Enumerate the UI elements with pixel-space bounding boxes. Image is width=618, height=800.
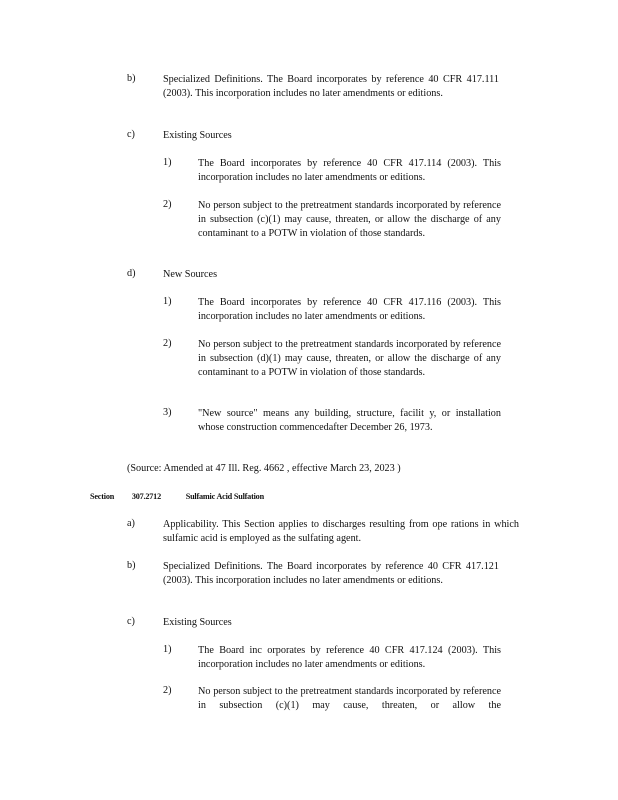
item-text: The Board incorporates by reference 40 CFR 417.114 (2003). This incorporation includes no later amendments or editions. — [198, 158, 501, 183]
item-label: 2) — [163, 199, 172, 210]
item-text: No person subject to the pretreatment standards incorporated by reference in subsection (c)(1) may cause, threaten, or allow the discharge of any contaminant to a POTW in violation of those standards. — [198, 200, 501, 239]
subsection-label: b) — [127, 73, 136, 84]
item-text: No person subject to the pretreatment standards incorporated by reference in subsection (c)(1) may cause, threaten, or allow the — [198, 686, 501, 711]
item-text: The Board inc orporates by reference 40 CFR 417.124 (2003). This incorporation includes no later amendments or editions. — [198, 645, 501, 670]
section-number: 307.2712 — [131, 492, 161, 501]
item-text: The Board incorporates by reference 40 CFR 417.116 (2003). This incorporation includes no later amendments or editions. — [198, 297, 501, 322]
subsection-text: Specialized Definitions. The Board incorporates by reference 40 CFR 417.121 (2003). This incorporation includes no later amendments or editions. — [163, 561, 499, 586]
item-text: "New source" means any building, structure, facilit y, or installation whose construction commencedafter December 26, 1973. — [198, 408, 501, 433]
section-title: Sulfamic Acid Sulfation — [185, 492, 264, 501]
subsection-label: a) — [127, 518, 135, 529]
subsection-text: Specialized Definitions. The Board incorporates by reference 40 CFR 417.111 (2003). This incorporation includes no later amendments or editions. — [163, 74, 499, 99]
subsection-label: b) — [127, 560, 136, 571]
section-heading — [90, 492, 264, 501]
item-label: 1) — [163, 296, 172, 307]
subsection-title: New Sources — [163, 269, 218, 280]
subsection-label: d) — [127, 268, 136, 279]
subsection-text: Applicability. This Section applies to discharges resulting from ope rations in which sulfamic acid is employed as the sulfating agent. — [163, 519, 519, 544]
subsection-label: c) — [127, 129, 135, 140]
item-label: 2) — [163, 338, 172, 349]
source-note: (Source: Amended at 47 Ill. Reg. 4662 , effective March 23, 2023 ) — [127, 463, 401, 474]
item-text: No person subject to the pretreatment standards incorporated by reference in subsection (d)(1) may cause, threaten, or allow the discharge of any contaminant to a POTW in violation of those standards. — [198, 339, 501, 378]
subsection-label: c) — [127, 616, 135, 627]
item-label: 2) — [163, 685, 172, 696]
item-label: 1) — [163, 157, 172, 168]
subsection-title: Existing Sources — [163, 130, 232, 141]
item-label: 1) — [163, 644, 172, 655]
section-word: Section — [90, 492, 115, 501]
item-label: 3) — [163, 407, 172, 418]
subsection-title: Existing Sources — [163, 617, 232, 628]
